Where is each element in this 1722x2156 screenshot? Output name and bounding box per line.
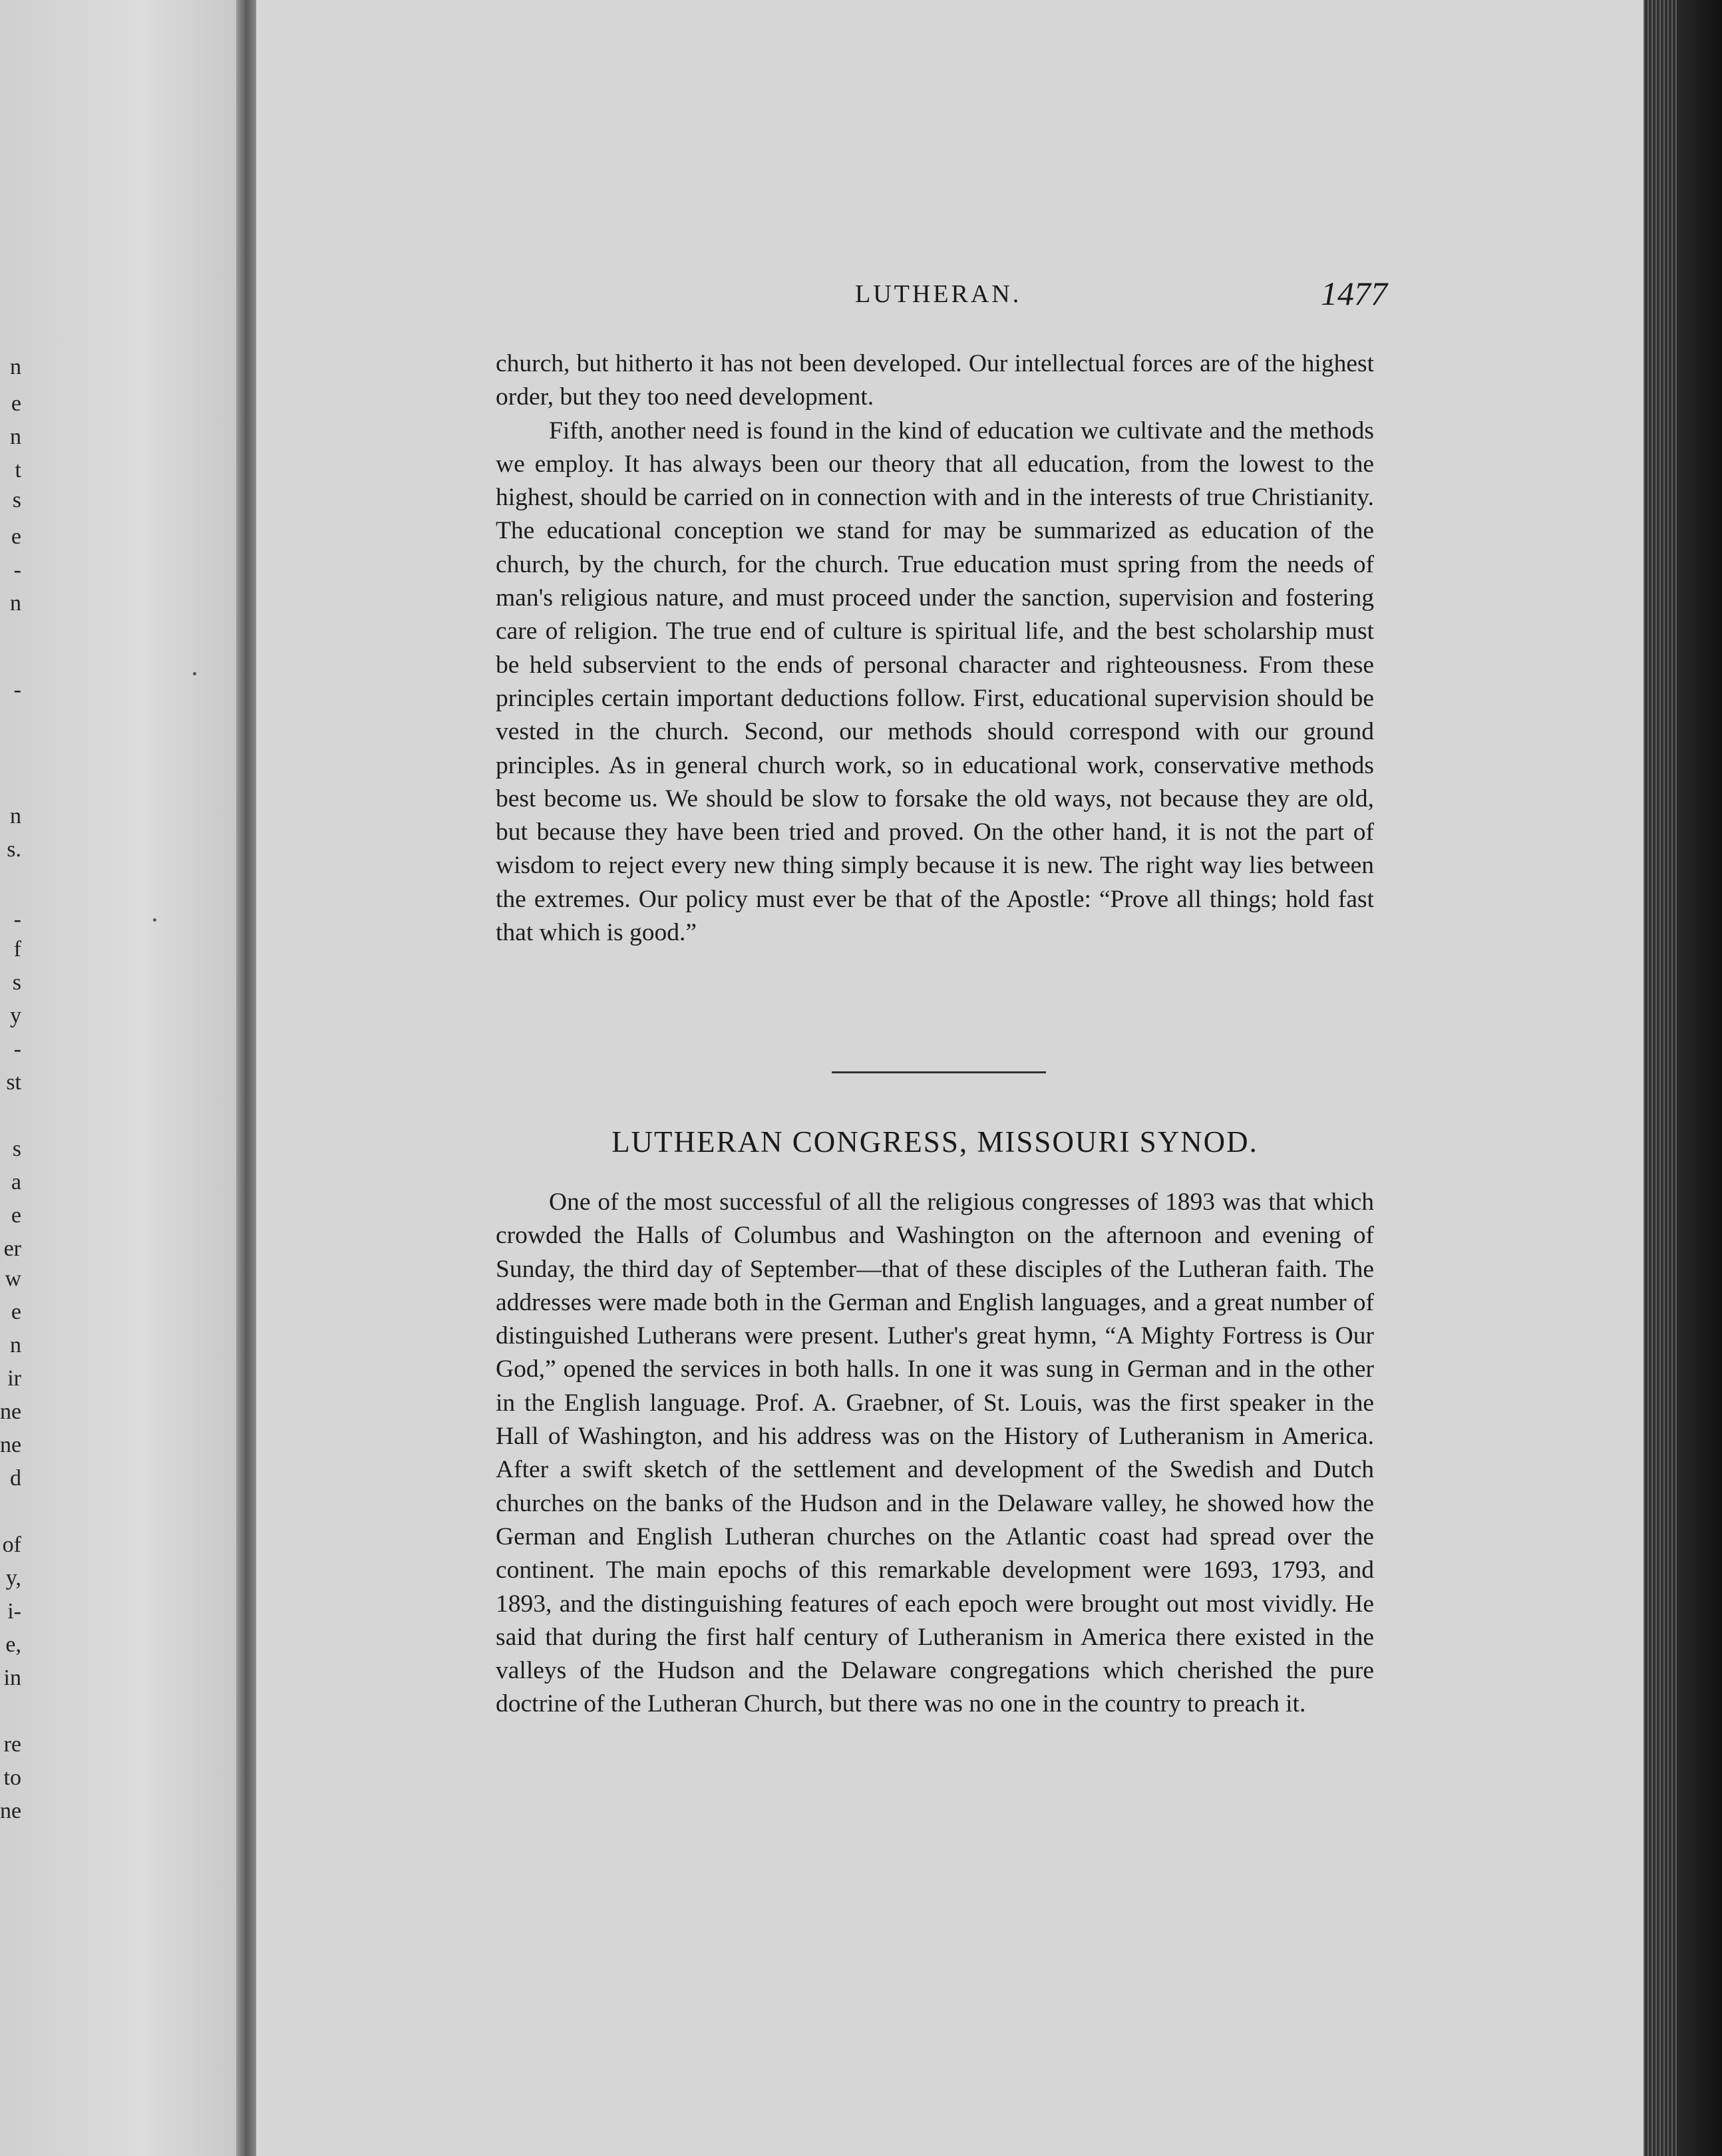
previous-page-fragment: - — [13, 558, 21, 582]
previous-page-fragment: w — [5, 1266, 21, 1291]
previous-page-fragment: to — [3, 1765, 21, 1790]
previous-page-fragment: - — [13, 677, 21, 702]
paragraph: One of the most successful of all the religious congresses of 1893 was that which crowded the Halls of Columbus and Washington on the afternoon and evening of Sunday, the third day of September—that of these disciples of the Lutheran faith. The addresses were made both in the German and English languages, and a great number of distinguished Lutherans were present. Luther's great hymn, “A Mighty Fortress is Our God,” opened the services in both halls. In one it was sung in German and in the other in the English language. Prof. A. Graebner, of St. Louis, was the first speaker in the Hall of Washington, and his address was on the History of Lutheranism in America. After a swift sketch of the settlement and development of the Swedish and Dutch churches on the banks of the Hudson and in the Delaware valley, he showed how the German and English Lutheran churches on the Atlantic coast had spread over the continent. The main epochs of this remarkable development were 1693, 1793, and 1893, and the distinguishing features of each epoch were brought out most vividly. He said that during the first half century of Lutheranism in America there existed in the valleys of the Hudson and the Delaware congregations which cherished the pure doctrine of the Lutheran Church, but there was no one in the country to preach it. — [496, 1188, 1374, 1718]
previous-page-fragment: e, — [5, 1632, 21, 1657]
previous-page-fragment: n — [10, 804, 21, 828]
previous-page-fragment: d — [10, 1466, 21, 1491]
previous-page-fragment: re — [3, 1732, 21, 1757]
previous-page-edge — [0, 0, 236, 2156]
book-gutter — [236, 0, 256, 2156]
paragraph: church, but hitherto it has not been developed. Our intellectual forces are of the highest order, but they too need development. — [496, 350, 1374, 411]
previous-page-fragment: s — [12, 970, 21, 995]
previous-page-fragment: n — [10, 1333, 21, 1357]
page-header — [496, 275, 1387, 319]
previous-page-fragment: ne — [0, 1799, 22, 1823]
previous-page-fragment: of — [2, 1532, 21, 1557]
previous-page-fragment: i- — [7, 1599, 21, 1624]
previous-page-fragment: st — [6, 1070, 21, 1095]
previous-page-fragment: - — [13, 1037, 21, 1061]
section-title: LUTHERAN CONGRESS, MISSOURI SYNOD. — [611, 1125, 1258, 1159]
book-page — [256, 0, 1643, 2156]
section-body — [496, 1186, 1374, 1721]
scan-speck — [193, 672, 196, 675]
previous-page-fragment: - — [13, 907, 21, 932]
previous-page-fragment: ir — [7, 1366, 21, 1391]
previous-page-fragment: e — [11, 1203, 21, 1228]
page-stack-lines — [1643, 0, 1677, 2156]
page-number: 1477 — [1321, 275, 1387, 312]
section-divider — [832, 1071, 1046, 1073]
continuation-text — [496, 347, 1374, 950]
previous-page-fragment: n — [10, 591, 21, 616]
paragraph: Fifth, another need is found in the kind of education we cultivate and the methods we employ. It has always been our theory that all education, from the lowest to the highest, should be carried on in connection with and in the interests of true Christianity. The educational conception we stand for may be summarized as education of the church, by the church, for the church. True education must spring from the needs of man's religious nature, and must proceed under the sanction, supervision and fostering care of religion. The true end of culture is spiritual life, and the best scholarship must be held subservient to the ends of personal character and righteousness. From these principles certain important deductions follow. First, educational supervision should be vested in the church. Second, our methods should correspond with our ground principles. As in general church work, so in educational work, conservative methods best become us. We should be slow to forsake the old ways, not because they are old, but because they have been tried and proved. On the other hand, it is not the part of wisdom to reject every new thing simply because it is new. The right way lies between the extremes. Our policy must ever be that of the Apostle: “Prove all things; hold fast that which is good.” — [496, 417, 1374, 947]
previous-page-fragment: a — [11, 1170, 21, 1194]
previous-page-fragment: n — [10, 355, 21, 379]
previous-page-fragment: ne — [0, 1399, 22, 1424]
scan-speck — [153, 918, 156, 922]
previous-page-fragment: e — [11, 524, 21, 549]
previous-page-fragment: s. — [7, 837, 21, 862]
previous-page-fragment: ne — [0, 1433, 22, 1457]
previous-page-fragment: n — [10, 425, 21, 449]
previous-page-fragment: s — [12, 1137, 21, 1161]
previous-page-fragment: y — [10, 1003, 21, 1028]
previous-page-fragment: f — [13, 937, 21, 962]
previous-page-fragment: e — [11, 1300, 21, 1324]
running-head: LUTHERAN. — [855, 280, 1022, 308]
previous-page-fragment: er — [3, 1236, 21, 1261]
previous-page-fragment: y, — [5, 1566, 21, 1590]
previous-page-fragment: in — [3, 1666, 21, 1690]
previous-page-fragment: t — [15, 458, 21, 482]
previous-page-fragment: e — [11, 391, 21, 416]
previous-page-fragment: s — [12, 488, 21, 512]
